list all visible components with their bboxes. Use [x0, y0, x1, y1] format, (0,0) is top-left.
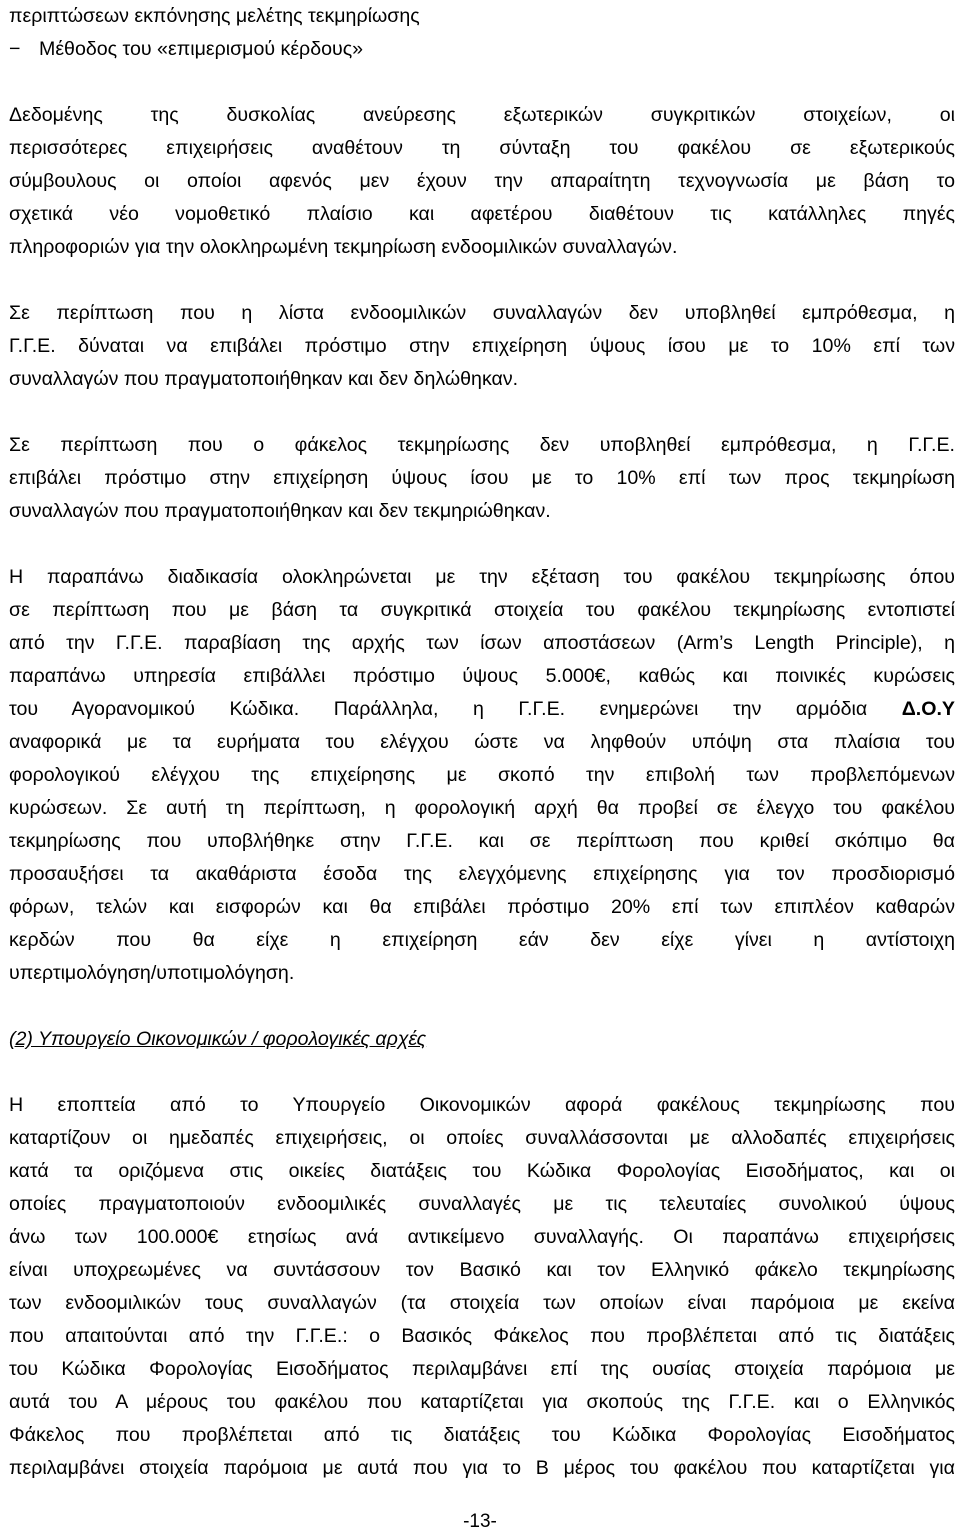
text-line: που απαιτούνται από την Γ.Γ.Ε.: ο Βασικός Φάκελος που προβλέπεται από τις διατάξεις: [9, 1325, 955, 1347]
text-line: του Κώδικα Φορολογίας Εισοδήματος περιλαμβάνει επί της ουσίας στοιχεία παρόμοια με: [9, 1358, 955, 1380]
text-line: περιλαμβάνει στοιχεία παρόμοια με αυτά που για το Β μέρος του φακέλου που καταρτίζεται για: [9, 1457, 955, 1479]
text-line: σε περίπτωση που με βάση τα συγκριτικά στοιχεία του φακέλου τεκμηρίωσης εντοπιστεί: [9, 599, 955, 621]
text-line: συναλλαγών που πραγματοποιήθηκαν και δεν τεκμηριώθηκαν.: [9, 500, 551, 522]
document-page: [9, 0, 955, 1485]
text-line: τεκμηρίωσης που υποβλήθηκε στην Γ.Γ.Ε. και σε περίπτωση που κριθεί σκόπιμο θα: [9, 830, 955, 852]
paragraph-gap: [9, 1056, 955, 1089]
text-line: είναι υποχρεωμένες να συντάσσουν τον Βασικό και τον Ελληνικό φάκελο τεκμηρίωσης: [9, 1259, 955, 1281]
text-line: περιπτώσεων εκπόνησης μελέτης τεκμηρίωσης: [9, 5, 420, 27]
section-heading: [9, 1023, 955, 1056]
text-line: Φάκελος που προβλέπεται από τις διατάξεις του Κώδικα Φορολογίας Εισοδήματος: [9, 1424, 955, 1446]
text-line: σχετικά νέο νομοθετικό πλαίσιο και αφετέρου διαθέτουν τις κατάλληλες πηγές: [9, 203, 955, 225]
paragraph-2: [9, 297, 955, 396]
paragraph-gap: [9, 396, 955, 429]
text-line: από την Γ.Γ.Ε. παραβίαση της αρχής των ίσων αποστάσεων (Arm’s Length Principle), η: [9, 632, 955, 654]
paragraph-5: [9, 1089, 955, 1485]
bullet-text: Μέθοδος του «επιμερισμού κέρδους»: [39, 38, 364, 60]
tax-office-abbreviation: Δ.Ο.Υ: [901, 698, 955, 720]
text-line: οποίες πραγματοποιούν ενδοομιλικές συναλλαγές με τις τελευταίες συνολικού ύψους: [9, 1193, 955, 1215]
page-number: -13-: [463, 1511, 497, 1532]
paragraph-4: [9, 561, 955, 990]
paragraph-gap: [9, 66, 955, 99]
text-line: αυτά του Α μέρους του φακέλου που καταρτίζεται για σκοπούς της Γ.Γ.Ε. και ο Ελληνικός: [9, 1391, 955, 1413]
text-line: Η εποπτεία από το Υπουργείο Οικονομικών αφορά φακέλους τεκμηρίωσης που: [9, 1094, 955, 1116]
paragraph-gap: [9, 528, 955, 561]
text-line: συναλλαγών που πραγματοποιήθηκαν και δεν δηλώθηκαν.: [9, 368, 519, 390]
text-line: κυρώσεων. Σε αυτή τη περίπτωση, η φορολογική αρχή θα προβεί σε έλεγχο του φακέλου: [9, 797, 955, 819]
text-line: Σε περίπτωση που ο φάκελος τεκμηρίωσης δεν υποβληθεί εμπρόθεσμα, η Γ.Γ.Ε.: [9, 434, 955, 456]
text-line: επιβάλει πρόστιμο στην επιχείρηση ύψους ίσου με το 10% επί των προς τεκμηρίωση: [9, 467, 955, 489]
text-line: Η παραπάνω διαδικασία ολοκληρώνεται με την εξέταση του φακέλου τεκμηρίωσης όπου: [9, 566, 955, 588]
text-line: πληροφοριών για την ολοκληρωμένη τεκμηρίωση ενδοομιλικών συναλλαγών.: [9, 236, 678, 258]
text-line: των ενδοομιλικών τους συναλλαγών (τα στοιχεία των οποίων είναι παρόμοια με εκείνα: [9, 1292, 955, 1314]
section-heading-text: (2) Υπουργείο Οικονομικών / φορολογικές αρχές: [9, 1028, 427, 1050]
text-line: φορολογικού ελέγχου της επιχείρησης με σκοπό την επιβολή των προβλεπόμενων: [9, 764, 955, 786]
text-line: περισσότερες επιχειρήσεις αναθέτουν τη σύνταξη του φακέλου σε εξωτερικούς: [9, 137, 955, 159]
text-line: σύμβουλους οι οποίοι αφενός μεν έχουν την απαραίτητη τεχνογνωσία με βάση το: [9, 170, 955, 192]
paragraph-1: [9, 99, 955, 264]
paragraph-gap: [9, 264, 955, 297]
text-line: κερδών που θα είχε η επιχείρηση εάν δεν είχε γίνει η αντίστοιχη: [9, 929, 955, 951]
text-line: [9, 693, 955, 726]
text-line: Γ.Γ.Ε. δύναται να επιβάλει πρόστιμο στην επιχείρηση ύψους ίσου με το 10% επί των: [9, 335, 955, 357]
paragraph-3: [9, 429, 955, 528]
text-line: παραπάνω υπηρεσία επιβάλλει πρόστιμο ύψους 5.000€, καθώς και ποινικές κυρώσεις: [9, 665, 955, 687]
bullet-item: [9, 33, 955, 66]
text-line: προσαυξήσει τα ακαθάριστα έσοδα της ελεγχόμενης επιχείρησης για τον προσδιορισμό: [9, 863, 955, 885]
text-run: του Αγορανομικού Κώδικα. Παράλληλα, η Γ.Γ.Ε. ενημερώνει την αρμόδια: [9, 698, 868, 720]
text-line: φόρων, τελών και εισφορών και θα επιβάλει πρόστιμο 20% επί των επιπλέον καθαρών: [9, 896, 955, 918]
text-line: Δεδομένης της δυσκολίας ανεύρεσης εξωτερικών συγκριτικών στοιχείων, οι: [9, 104, 955, 126]
text-line: άνω των 100.000€ ετησίως ανά αντικείμενο συναλλαγής. Οι παραπάνω επιχειρήσεις: [9, 1226, 955, 1248]
text-line: καταρτίζουν οι ημεδαπές επιχειρήσεις, οι οποίες συναλλάσσονται με αλλοδαπές επιχειρήσεις: [9, 1127, 955, 1149]
bullet-dash: −: [9, 38, 21, 60]
text-line: αναφορικά με τα ευρήματα του ελέγχου ώστε να ληφθούν υπόψη στα πλαίσια του: [9, 731, 955, 753]
text-line: υπερτιμολόγηση/υποτιμολόγηση.: [9, 962, 295, 984]
text-line: κατά τα οριζόμενα στις οικείες διατάξεις του Κώδικα Φορολογίας Εισοδήματος, και οι: [9, 1160, 955, 1182]
text-line: Σε περίπτωση που η λίστα ενδοομιλικών συναλλαγών δεν υποβληθεί εμπρόθεσμα, η: [9, 302, 955, 324]
paragraph-gap: [9, 990, 955, 1023]
